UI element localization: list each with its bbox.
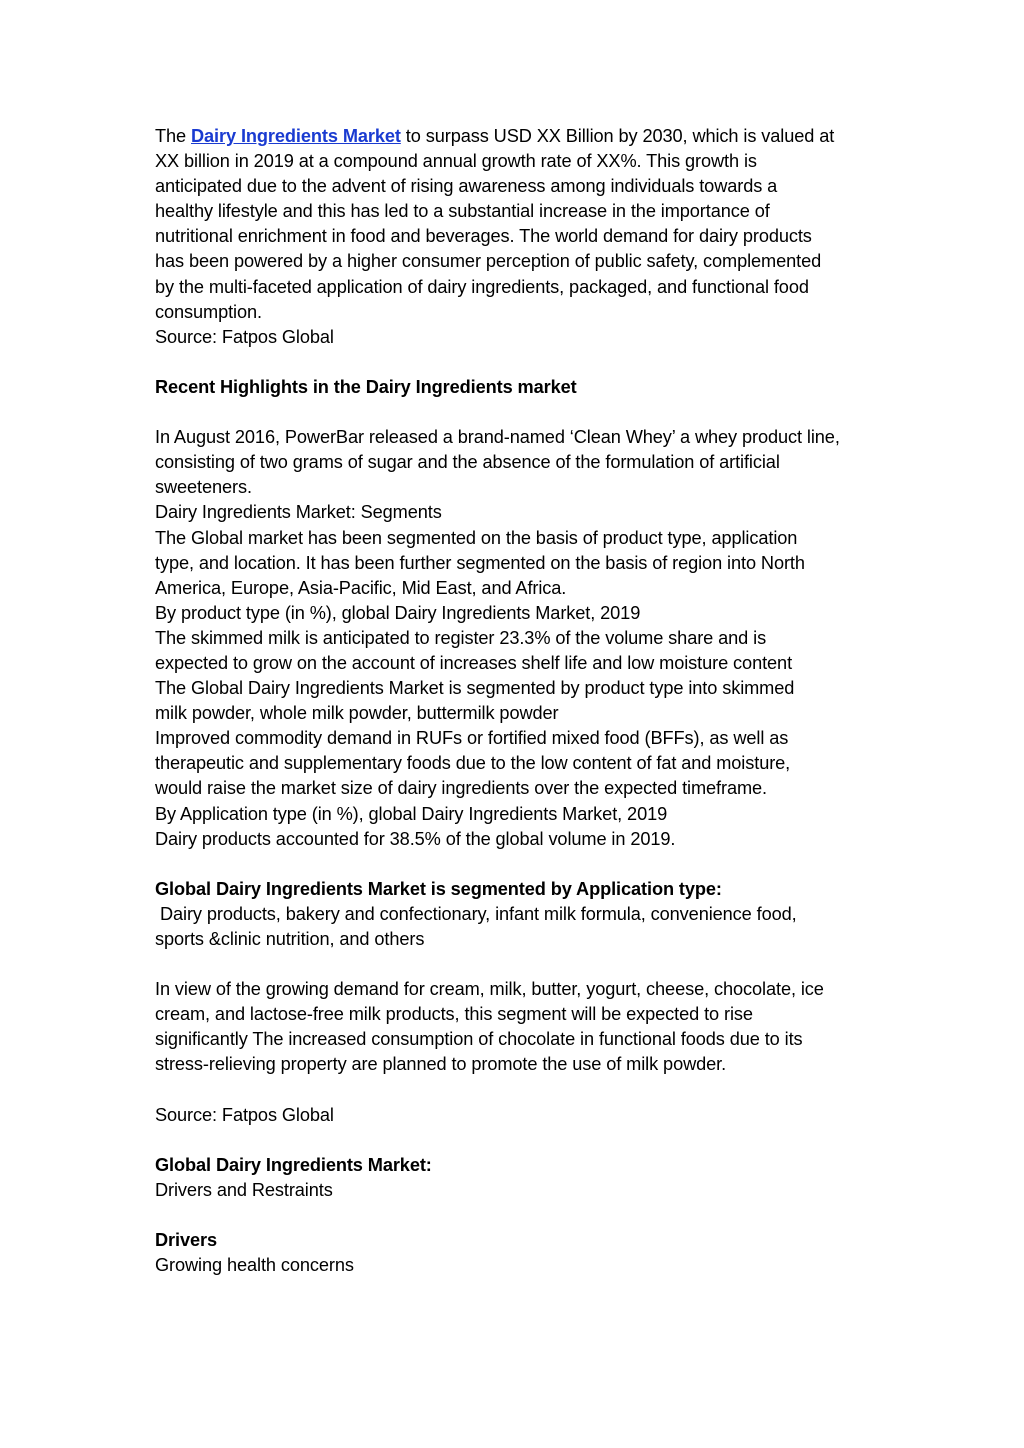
highlights-line: type, and location. It has been further segmented on the basis of region into North — [155, 552, 805, 573]
highlights-line: therapeutic and supplementary foods due to the low content of fat and moisture, — [155, 753, 791, 774]
drivers-heading: Drivers — [155, 1230, 217, 1251]
application-heading: Global Dairy Ingredients Market is segmented by Application type: — [155, 878, 722, 899]
spacer — [155, 952, 895, 977]
demand-line: significantly The increased consumption of chocolate in functional foods due to its — [155, 1029, 803, 1050]
drivers-section — [155, 1228, 895, 1278]
demand-line: In view of the growing demand for cream, milk, butter, yogurt, cheese, chocolate, ice — [155, 979, 824, 1000]
demand-source: Source: Fatpos Global — [155, 1104, 334, 1125]
highlights-line: America, Europe, Asia-Pacific, Mid East, and Africa. — [155, 577, 567, 598]
drivers-restraints-section — [155, 1153, 895, 1203]
dairy-ingredients-market-link[interactable]: Dairy Ingredients Market — [191, 126, 401, 146]
intro-line: consumption. — [155, 301, 262, 322]
intro-prefix: The — [155, 126, 191, 146]
highlights-heading: Recent Highlights in the Dairy Ingredients market — [155, 376, 577, 397]
drivers-item: Growing health concerns — [155, 1255, 354, 1276]
spacer — [155, 852, 895, 877]
spacer — [155, 1128, 895, 1153]
intro-line-text: to surpass USD XX Billion by 2030, which is valued at — [400, 126, 835, 146]
application-section — [155, 877, 895, 952]
demand-line: stress-relieving property are planned to promote the use of milk powder. — [155, 1054, 727, 1075]
highlights-line: expected to grow on the account of increases shelf life and low moisture content — [155, 652, 793, 673]
intro-line: anticipated due to the advent of rising awareness among individuals towards a — [155, 176, 778, 197]
segments-heading: Dairy Ingredients Market: Segments — [155, 502, 442, 523]
document-page — [155, 124, 895, 1278]
highlights-line: milk powder, whole milk powder, buttermilk powder — [155, 703, 559, 724]
highlights-line: sweeteners. — [155, 477, 252, 498]
intro-line: has been powered by a higher consumer perception of public safety, complemented — [155, 251, 822, 272]
highlights-line: The skimmed milk is anticipated to register 23.3% of the volume share and is — [155, 627, 767, 648]
application-line: Dairy products, bakery and confectionary, infant milk formula, convenience food, — [155, 903, 797, 924]
intro-line: healthy lifestyle and this has led to a substantial increase in the importance of — [155, 201, 770, 222]
spacer — [155, 1203, 895, 1228]
highlights-line: Dairy products accounted for 38.5% of the global volume in 2019. — [155, 828, 676, 849]
intro-line: nutritional enrichment in food and beverages. The world demand for dairy products — [155, 226, 812, 247]
highlights-line: Improved commodity demand in RUFs or fortified mixed food (BFFs), as well as — [155, 728, 789, 749]
drivers-restraints-subheading: Drivers and Restraints — [155, 1179, 333, 1200]
application-line: sports &clinic nutrition, and others — [155, 929, 425, 949]
intro-line: XX billion in 2019 at a compound annual growth rate of XX%. This growth is — [155, 151, 757, 172]
drivers-restraints-heading: Global Dairy Ingredients Market: — [155, 1154, 432, 1175]
intro-line: by the multi-faceted application of dairy ingredients, packaged, and functional food — [155, 276, 809, 297]
intro-paragraph — [155, 124, 895, 350]
product-type-caption: By product type (in %), global Dairy Ingredients Market, 2019 — [155, 602, 641, 623]
spacer — [155, 400, 895, 425]
highlights-line: consisting of two grams of sugar and the absence of the formulation of artificial — [155, 452, 780, 473]
intro-line-1 — [155, 124, 895, 149]
highlights-line: The Global market has been segmented on the basis of product type, application — [155, 527, 798, 548]
demand-line: cream, and lactose-free milk products, this segment will be expected to rise — [155, 1004, 753, 1025]
spacer — [155, 1078, 895, 1103]
highlights-line: The Global Dairy Ingredients Market is segmented by product type into skimmed — [155, 678, 795, 699]
demand-paragraph — [155, 977, 895, 1128]
highlights-line: In August 2016, PowerBar released a brand-named ‘Clean Whey’ a whey product line, — [155, 427, 840, 448]
highlights-section — [155, 375, 895, 852]
intro-source: Source: Fatpos Global — [155, 326, 334, 347]
spacer — [155, 350, 895, 375]
highlights-line: would raise the market size of dairy ingredients over the expected timeframe. — [155, 778, 767, 799]
application-type-caption: By Application type (in %), global Dairy Ingredients Market, 2019 — [155, 803, 668, 824]
